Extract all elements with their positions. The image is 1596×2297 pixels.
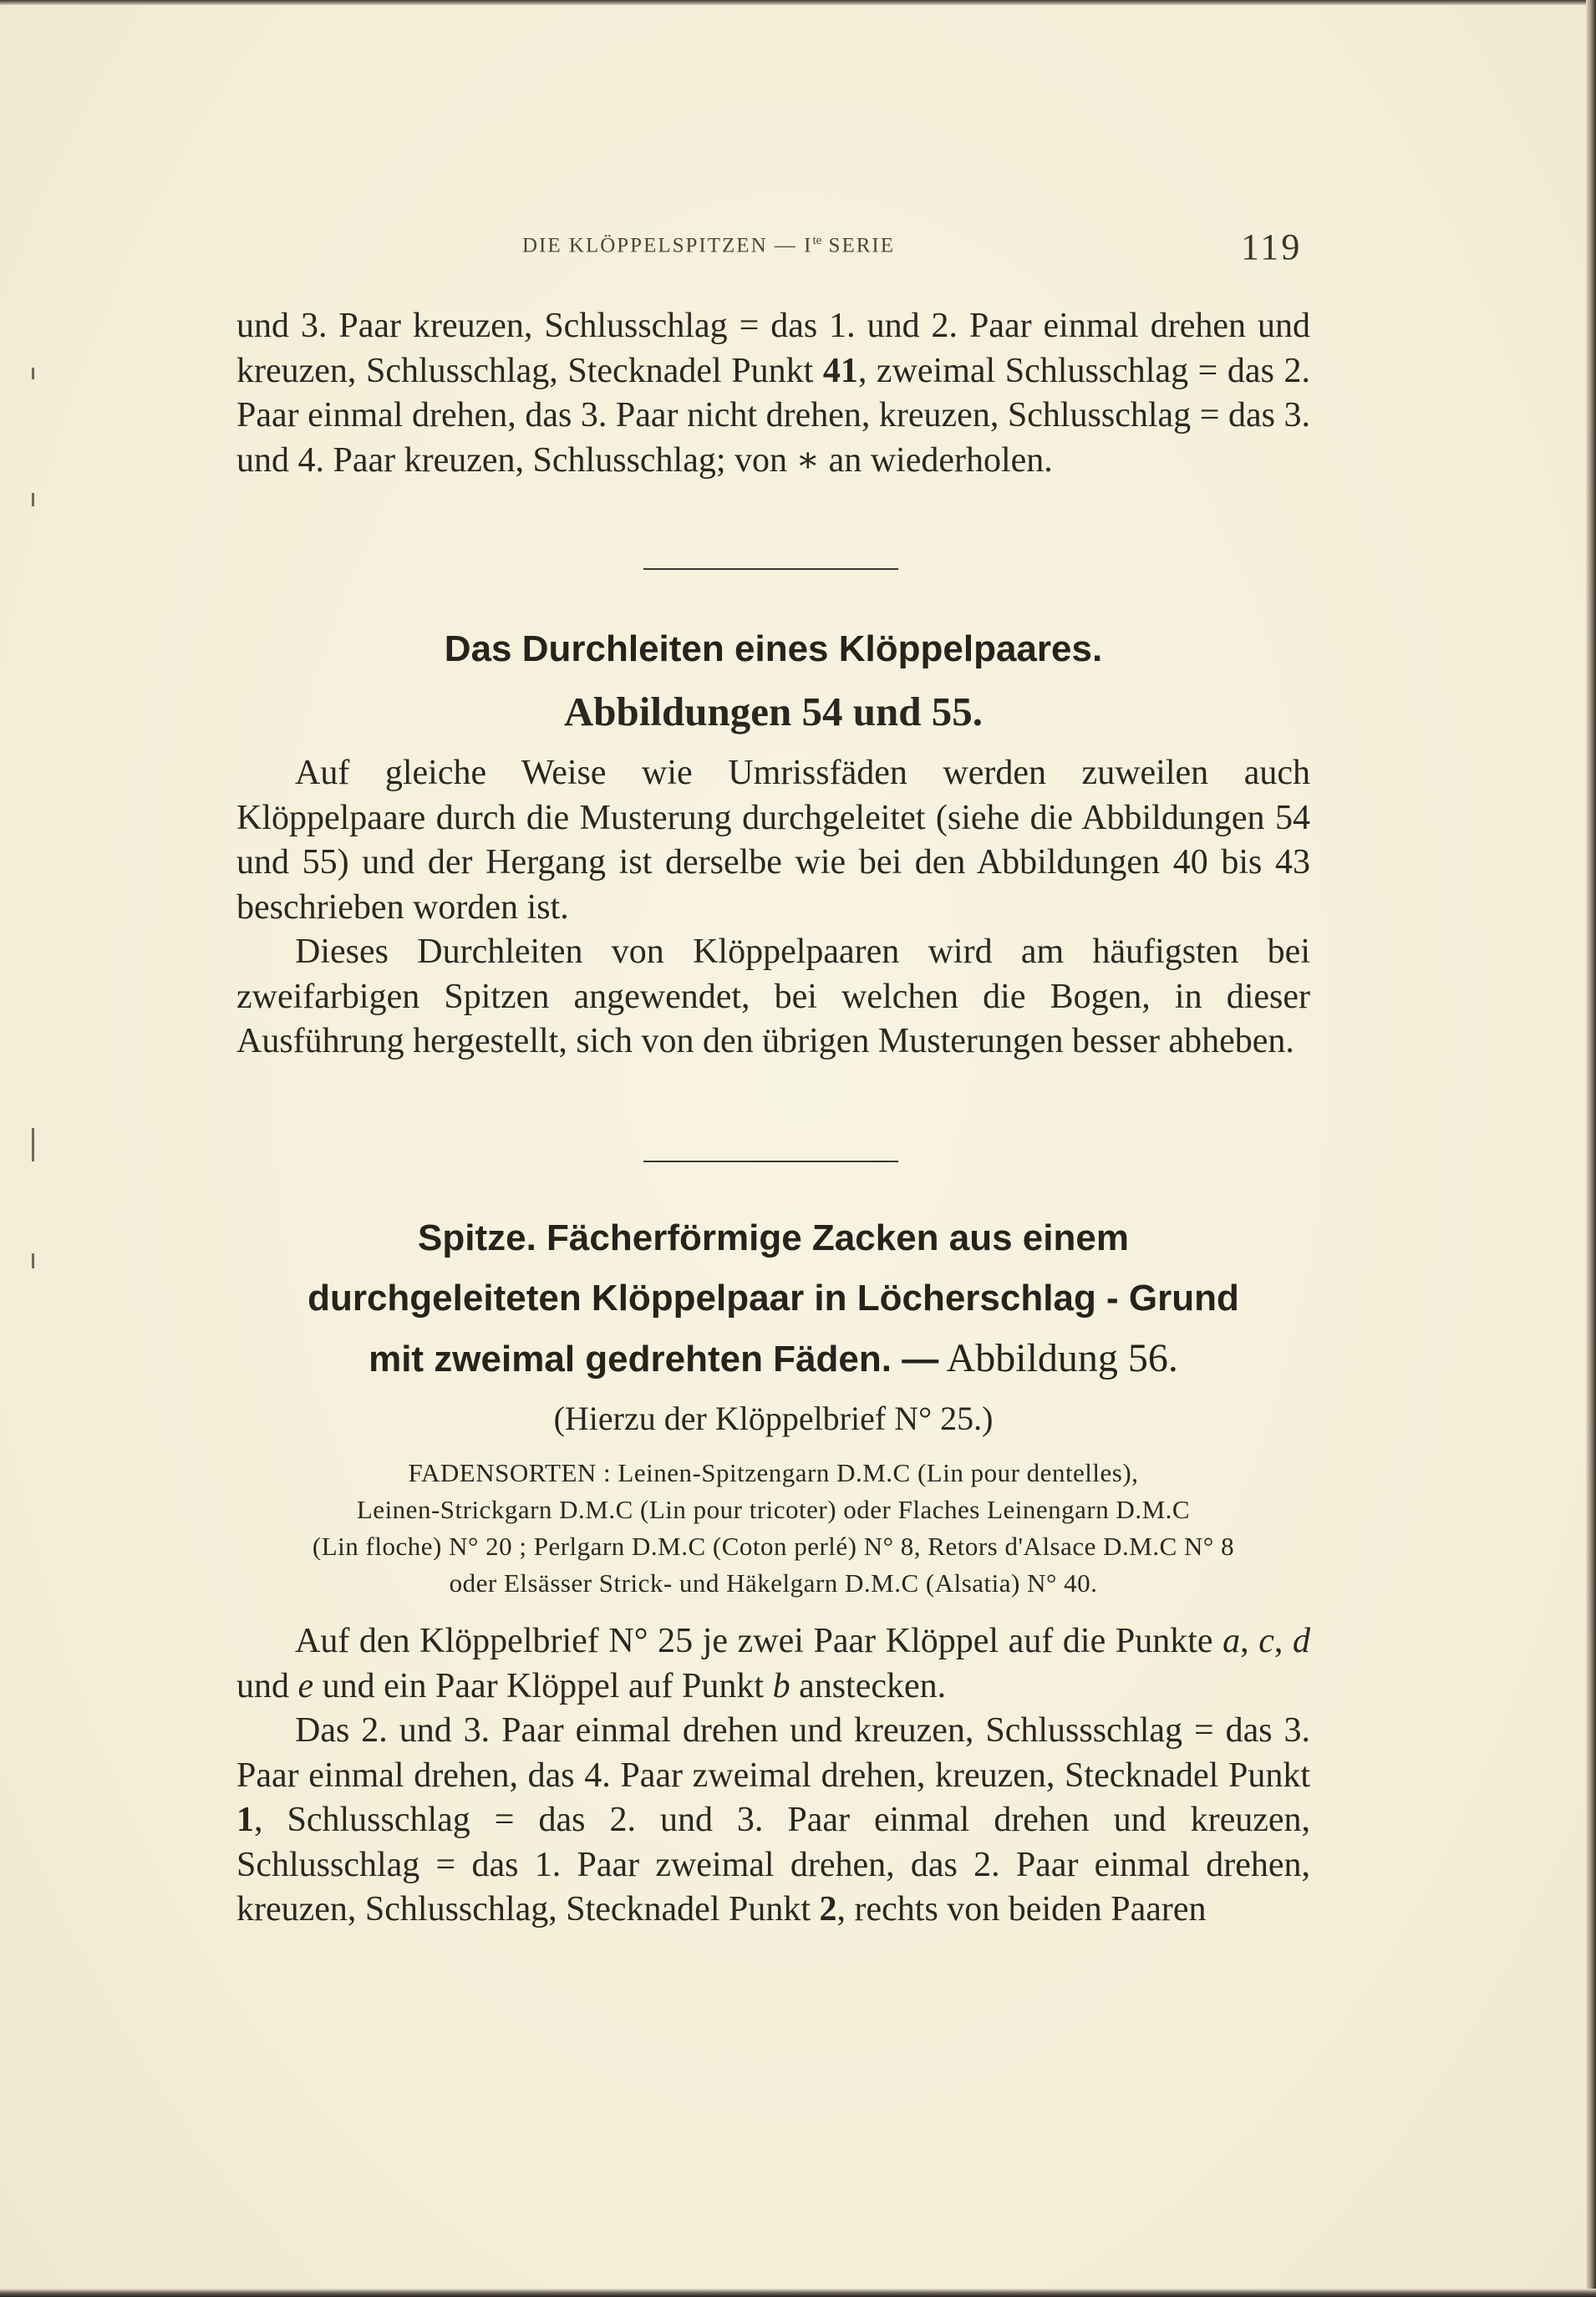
paragraph (236, 1709, 1310, 1933)
heading-line: Spitze. Fächerförmige Zacken aus einem (418, 1217, 1129, 1258)
bold-text: 41 (822, 351, 858, 390)
running-head-superscript: te (812, 234, 822, 247)
page-number: 119 (1241, 226, 1303, 267)
text-run: , (1273, 1622, 1293, 1660)
materials-line: oder Elsässer Strick- und Häkelgarn D.M.C (Alsatia) N° 40. (449, 1568, 1098, 1598)
heading-line: mit zweimal gedrehten Fäden. — (369, 1339, 939, 1380)
italic-text: c (1258, 1622, 1274, 1660)
heading-line: durchgeleiteten Klöppelpaar in Löcherschlag - Grund (308, 1278, 1239, 1319)
margin-mark (32, 493, 34, 506)
text-run: und ein Paar Klöppel auf Punkt (313, 1666, 773, 1705)
italic-text: e (297, 1666, 314, 1705)
running-head-title: DIE KLÖPPELSPITZEN — I (522, 234, 813, 257)
margin-mark (32, 1253, 34, 1268)
text-run: , rechts von beiden Paaren (836, 1890, 1207, 1929)
thread-materials (236, 1455, 1310, 1602)
section-heading: Das Durchleiten eines Klöppelpaares. (444, 628, 1103, 669)
section-divider (643, 568, 898, 570)
materials-line: Leinen-Strickgarn D.M.C (Lin pour tricoter) oder Flaches Leinengarn D.M.C (356, 1495, 1191, 1524)
running-head (522, 234, 1024, 257)
margin-mark (32, 368, 34, 379)
text-run: anstecken. (790, 1666, 947, 1705)
italic-text: d (1293, 1622, 1310, 1660)
materials-line: (Lin floche) N° 20 ; Perlgarn D.M.C (Coton perlé) N° 8, Retors d'Alsace D.M.C N° 8 (312, 1532, 1235, 1561)
text-run: , zweimal Schlusschlag = das 2. Paar einmal drehen, das 3. Paar nicht drehen, kreuzen, Schlusschlag = das 3. und 4. Paar kreuzen, Schlusschlag; von ∗ an wiederholen. (236, 351, 1310, 480)
paragraph: Auf gleiche Weise wie Umrissfäden werden zuweilen auch Klöppelpaare durch die Musterung durchgeleitet (siehe die Abbildungen 54 und 55) und der Hergang ist derselbe wie bei den Abbildungen 40 bis 43 beschrieben worden ist. (236, 754, 1310, 927)
section2-text (236, 1619, 1310, 1933)
paragraph: Dieses Durchleiten von Klöppelpaaren wird am häufigsten bei zweifarbigen Spitzen angewendet, bei welchen die Bogen, in dieser Ausführung hergestellt, sich von den übrigen Musterungen besser abheben. (236, 933, 1310, 1060)
text-run: , Schlusschlag = das 2. und 3. Paar einmal drehen und kreuzen, Schlusschlag = das 1. Paar zweimal drehen, das 2. Paar einmal drehen, kreuzen, Schlusschlag, Stecknadel Punkt (236, 1801, 1310, 1929)
text-run: Auf den Klöppelbrief N° 25 je zwei Paar Klöppel auf die Punkte (295, 1622, 1223, 1660)
section-heading (236, 1208, 1310, 1390)
materials-line: FADENSORTEN : Leinen-Spitzengarn D.M.C (Lin pour dentelles), (408, 1458, 1139, 1487)
text-run: , (1240, 1622, 1259, 1660)
text-run: und (236, 1666, 298, 1705)
heading-line-tail: Abbildung 56. (938, 1336, 1178, 1380)
section1-text (236, 751, 1310, 1065)
page-bottom-edge (0, 2289, 1596, 2297)
page-right-edge (1586, 0, 1596, 2297)
bold-text: 2 (819, 1890, 837, 1929)
margin-mark (32, 1128, 34, 1161)
section-subheading: Abbildungen 54 und 55. (563, 689, 984, 734)
italic-text: b (772, 1666, 790, 1705)
section0-text (236, 304, 1310, 483)
paragraph (236, 304, 1310, 483)
section-divider (643, 1161, 898, 1162)
text-run: Das 2. und 3. Paar einmal drehen und kreuzen, Schlussschlag = das 3. Paar einmal drehen, das 4. Paar zweimal drehen, kreuzen, Stecknadel Punkt (236, 1711, 1310, 1795)
italic-text: a (1222, 1622, 1241, 1660)
paragraph (236, 1619, 1310, 1709)
text-run: und 3. Paar kreuzen, Schlusschlag = das 1. und 2. Paar einmal drehen und kreuzen, Schlusschlag, Stecknadel Punkt (236, 307, 1310, 390)
running-head-title-tail: SERIE (821, 234, 895, 257)
page-top-edge (0, 0, 1596, 5)
bold-text: 1 (236, 1801, 254, 1839)
pattern-note: (Hierzu der Klöppelbrief N° 25.) (553, 1400, 994, 1437)
